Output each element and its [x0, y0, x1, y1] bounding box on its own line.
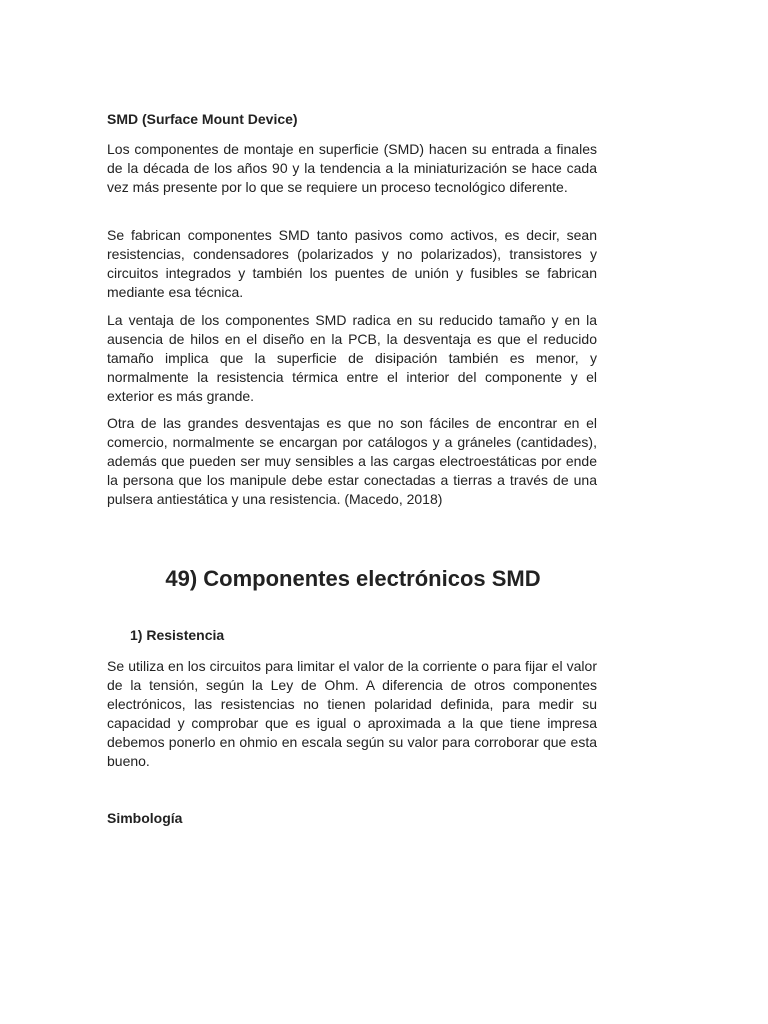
paragraph-smd-intro: Los componentes de montaje en superficie (SMD) hacen su entrada a finales de la década de los años 90 y la tendencia a la miniaturización se hace cada vez más presente por lo que se requiere un proceso tecnológico diferente.	[107, 141, 597, 195]
paragraph-smd-disadvantages: Otra de las grandes desventajas es que no son fáciles de encontrar en el comercio, normalmente se encargan por catálogos y a gráneles (cantidades), además que pueden ser muy sensibles a las cargas electroestáticas por ende la persona que los manipule debe estar conectadas a tierras a través de una pulsera antiestática y una resistencia. (Macedo, 2018)	[107, 415, 597, 507]
section-heading-smd: SMD (Surface Mount Device)	[107, 111, 298, 127]
subheading-resistencia: 1) Resistencia	[130, 627, 225, 643]
paragraph-resistencia: Se utiliza en los circuitos para limitar el valor de la corriente o para fijar el valor de la tensión, según la Ley de Ohm. A diferencia de otros componentes electrónicos, las resistencias no tienen polaridad definida, para medir su capacidad y comprobar que es igual o aproximada a la que tiene impresa debemos ponerlo en ohmio en escala según su valor para corroborar que esta bueno.	[107, 658, 597, 769]
heading-simbologia: Simbología	[107, 810, 183, 826]
main-heading: 49) Componentes electrónicos SMD	[165, 566, 541, 591]
paragraph-smd-fabrication: Se fabrican componentes SMD tanto pasivos como activos, es decir, sean resistencias, condensadores (polarizados y no polarizados), transistores y circuitos integrados y también los puentes de unión y fusibles se fabrican mediante esa técnica.	[107, 227, 597, 300]
paragraph-smd-advantage: La ventaja de los componentes SMD radica en su reducido tamaño y en la ausencia de hilos en el diseño en la PCB, la desventaja es que el reducido tamaño implica que la superficie de disipación también es menor, y normalmente la resistencia térmica entre el interior del componente y el exterior es más grande.	[107, 312, 597, 404]
